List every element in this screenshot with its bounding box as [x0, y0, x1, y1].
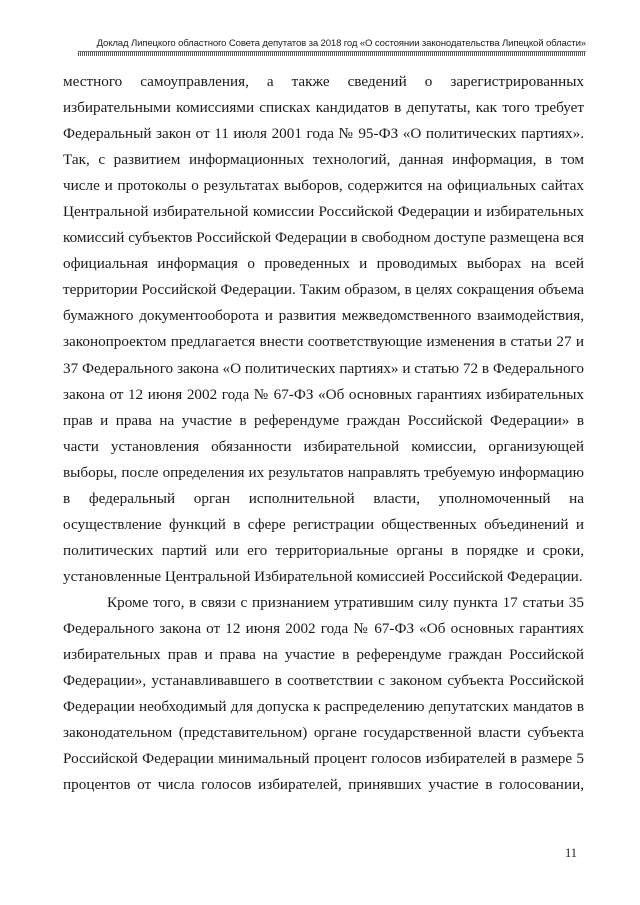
page-body — [63, 69, 584, 798]
paragraph: Кроме того, в связи с признанием утратившим силу пункта 17 статьи 35 Федерального закона от 12 июня 2002 года № 67-ФЗ «Об основных гарантиях избирательных прав и права на участие в референдуме граждан Российской Федерации», устанавливавшего в соответствии с законом субъекта Российской Федерации необходимый для допуска к распределению депутатских мандатов в законодательном (представительном) органе государственной власти субъекта Российской Федерации минимальный процент голосов избирателей в размере 5 процентов от числа голосов избирателей, принявших участие в голосовании, — [63, 593, 584, 794]
running-header-text: Доклад Липецкого областного Совета депутатов за 2018 год «О состоянии законодательства Липецкой области» — [96, 38, 586, 49]
paragraph: местного самоуправления, а также сведений о зарегистрированных избирательными комиссиями списках кандидатов в депутаты, как того требует Федеральный закон от 11 июля 2001 года № 95-ФЗ «О политических партиях». Так, с развитием информационных технологий, данная информация, в том числе и протоколы о результатах выборов, содержится на официальных сайтах Центральной избирательной комиссии Российской Федерации и избирательных комиссий субъектов Российской Федерации в свободном доступе размещена вся официальная информация о проведенных и проводимых выборах на всей территории Российской Федерации. Таким образом, в целях сокращения объема бумажного документооборота и развития межведомственного взаимодействия, законопроектом предлагается внести соответствующие изменения в статьи 27 и 37 Федерального закона «О политических партиях» и статью 72 в Федерального закона от 12 июня 2002 года № 67-ФЗ «Об основных гарантиях избирательных прав и права на участие в референдуме граждан Российской Федерации» в части установления обязанности избирательной комиссии, организующей выборы, после определения их результатов направлять требуемую информацию в федеральный орган исполнительной власти, уполномоченный на осуществление функций в сфере регистрации общественных объединений и политических партий или его территориальные органы в порядке и сроки, установленные Центральной Избирательной комиссией Российской Федерации. — [63, 73, 584, 585]
page-number: 11 — [565, 846, 578, 860]
header-rule — [78, 51, 586, 56]
running-header — [78, 38, 586, 56]
